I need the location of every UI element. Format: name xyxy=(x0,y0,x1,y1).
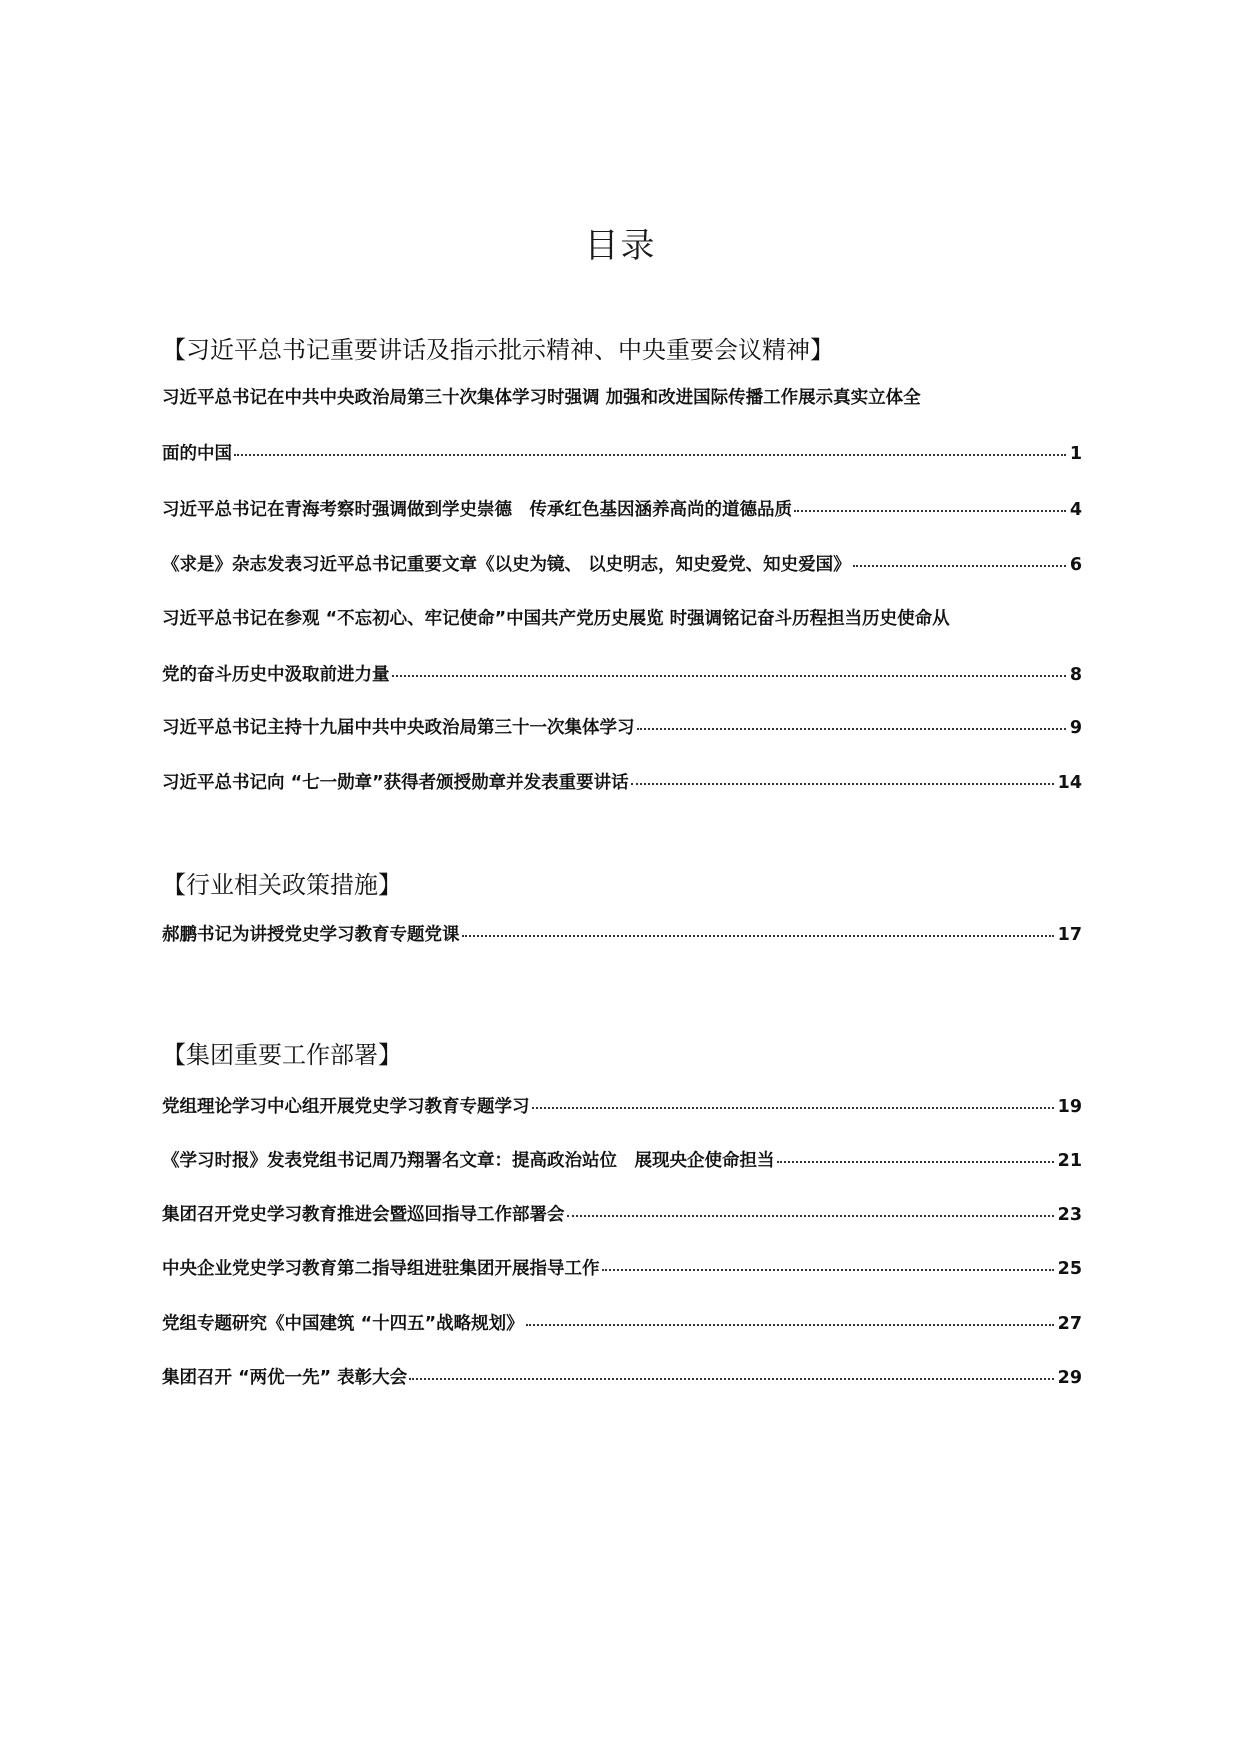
toc-entry[interactable] xyxy=(162,1079,1082,1135)
toc-entry[interactable] xyxy=(162,907,1082,963)
toc-entry-text-line1: 习近平总书记在中共中央政治局第三十次集体学习时强调 加强和改进国际传播工作展示真实立体全 xyxy=(162,388,921,408)
dot-leader xyxy=(567,1215,1054,1217)
toc-entry-text: 集团召开 “两优一先” 表彰大会 xyxy=(162,1368,408,1388)
toc-entry[interactable] xyxy=(162,537,1082,593)
toc-page-number: 29 xyxy=(1057,1368,1082,1388)
toc-entry-text: 集团召开党史学习教育推进会暨巡回指导工作部署会 xyxy=(162,1205,565,1225)
toc-entry[interactable] xyxy=(162,1187,1082,1243)
toc-entry-text: 中央企业党史学习教育第二指导组进驻集团开展指导工作 xyxy=(162,1259,600,1279)
dot-leader xyxy=(532,1107,1054,1109)
dot-leader xyxy=(631,783,1054,785)
toc-entry-text: 党组理论学习中心组开展党史学习教育专题学习 xyxy=(162,1097,530,1117)
toc-page-number: 19 xyxy=(1057,1097,1082,1117)
toc-entry[interactable] xyxy=(162,370,1082,482)
dot-leader xyxy=(637,728,1066,730)
toc-entry[interactable] xyxy=(162,482,1082,538)
toc-entry-text: 《学习时报》发表党组书记周乃翔署名文章：提高政治站位 展现央企使命担当 xyxy=(162,1151,775,1171)
toc-entry[interactable] xyxy=(162,1133,1082,1189)
dot-leader xyxy=(409,1378,1053,1380)
toc-entry-text-line1: 习近平总书记在参观 “不忘初心、牢记使命”中国共产党历史展览 时强调铭记奋斗历程担当历史使命从 xyxy=(162,609,950,629)
toc-page-number: 17 xyxy=(1057,925,1082,945)
toc-entry-text: 《求是》杂志发表习近平总书记重要文章《以史为镜、 以史明志，知史爱党、知史爱国》 xyxy=(162,555,851,575)
toc-page-number: 1 xyxy=(1069,444,1082,464)
dot-leader xyxy=(794,510,1066,512)
toc-page-number: 23 xyxy=(1057,1205,1082,1225)
toc-page-number: 4 xyxy=(1069,500,1082,520)
toc-page-number: 8 xyxy=(1069,665,1082,685)
toc-entry[interactable] xyxy=(162,1296,1082,1352)
dot-leader xyxy=(777,1161,1054,1163)
toc-page-number: 9 xyxy=(1069,718,1082,738)
dot-leader xyxy=(853,565,1066,567)
page-title: 目录 xyxy=(584,226,657,266)
toc-entry-text-line2: 党的奋斗历史中汲取前进力量 xyxy=(162,665,390,685)
toc-page-number: 14 xyxy=(1057,773,1082,793)
toc-entry-text-line2: 面的中国 xyxy=(162,444,232,464)
toc-entry[interactable] xyxy=(162,1241,1082,1297)
toc-entry-text: 习近平总书记向 “七一勋章”获得者颁授勋章并发表重要讲话 xyxy=(162,773,629,793)
toc-page-number: 6 xyxy=(1069,555,1082,575)
section-heading-group: 【集团重要工作部署】 xyxy=(162,1041,402,1069)
toc-entry-text: 郝鹏书记为讲授党史学习教育专题党课 xyxy=(162,925,460,945)
toc-page-number: 25 xyxy=(1057,1259,1082,1279)
section-heading-central: 【习近平总书记重要讲话及指示批示精神、中央重要会议精神】 xyxy=(162,336,834,364)
dot-leader xyxy=(392,675,1066,677)
dot-leader xyxy=(234,454,1066,456)
toc-page-number: 21 xyxy=(1057,1151,1082,1171)
toc-entry[interactable] xyxy=(162,591,1082,703)
toc-page-number: 27 xyxy=(1057,1314,1082,1334)
toc-entry-text: 习近平总书记主持十九届中共中央政治局第三十一次集体学习 xyxy=(162,718,635,738)
toc-entry[interactable] xyxy=(162,755,1082,811)
toc-entry-text: 党组专题研究《中国建筑 “十四五”战略规划》 xyxy=(162,1314,524,1334)
section-heading-industry: 【行业相关政策措施】 xyxy=(162,871,402,899)
toc-entry-text: 习近平总书记在青海考察时强调做到学史崇德 传承红色基因涵养高尚的道德品质 xyxy=(162,500,792,520)
dot-leader xyxy=(602,1269,1054,1271)
dot-leader xyxy=(462,935,1054,937)
dot-leader xyxy=(526,1324,1054,1326)
toc-entry[interactable] xyxy=(162,1350,1082,1406)
toc-entry[interactable] xyxy=(162,700,1082,756)
